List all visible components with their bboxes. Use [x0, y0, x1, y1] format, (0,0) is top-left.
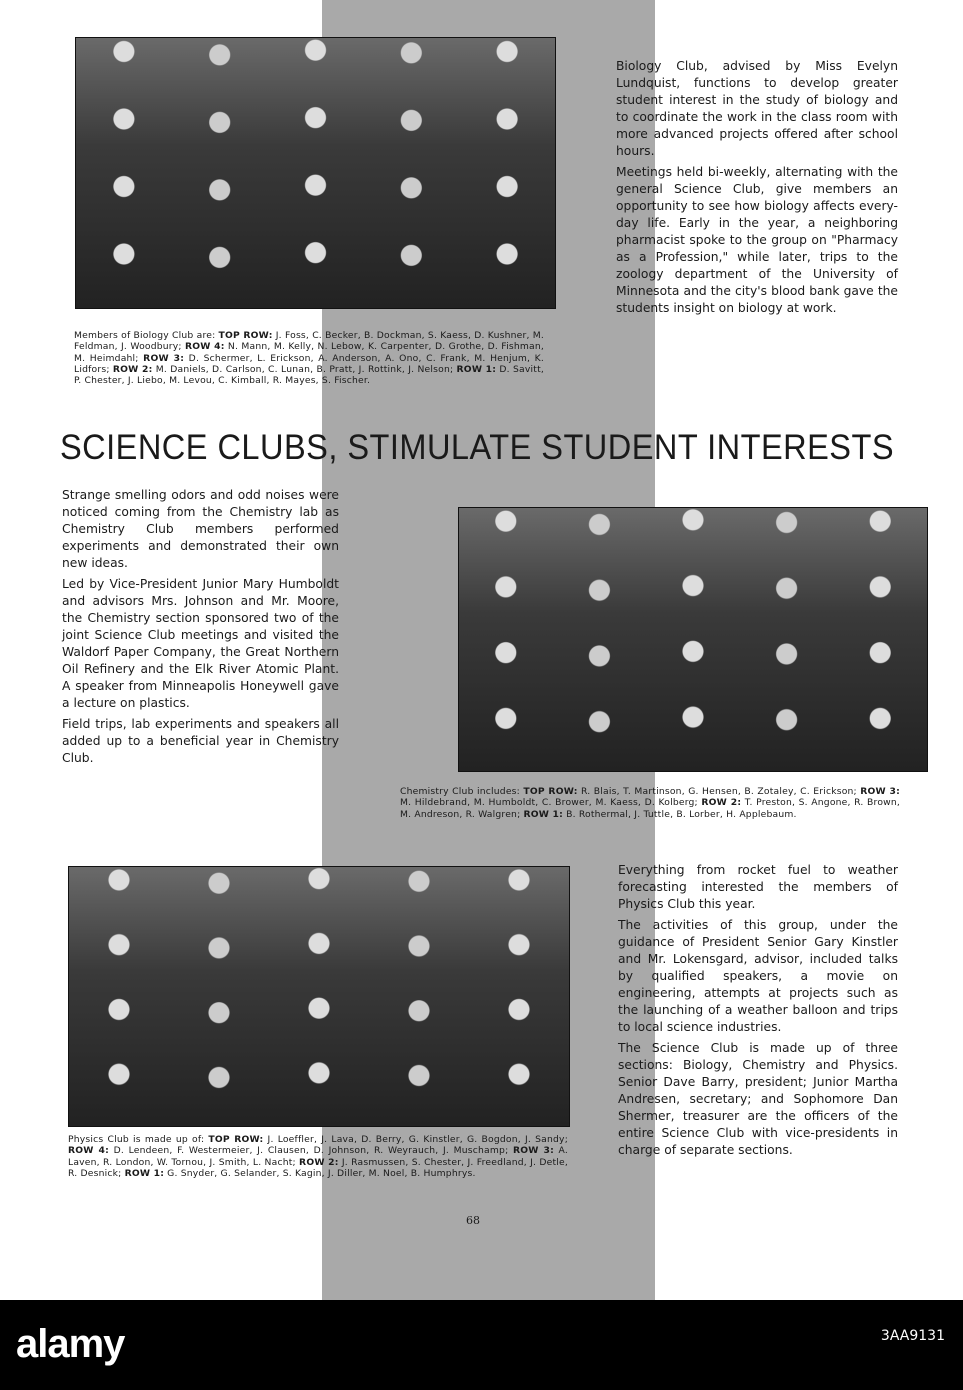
page-title: SCIENCE CLUBS, STIMULATE STUDENT INTERESTS — [60, 428, 895, 467]
row-label: ROW 3: — [143, 352, 185, 364]
paragraph: Strange smelling odors and odd noises were noticed coming from the Chemistry lab as Chemistry Club members performed experiments and demonstrated their own new ideas. — [62, 488, 339, 570]
row-label: TOP ROW: — [208, 1134, 264, 1145]
page-number: 68 — [466, 1214, 480, 1227]
alamy-logo: alamy — [16, 1322, 125, 1366]
paragraph: Led by Vice-President Junior Mary Humboldt and advisors Mrs. Johnson and Mr. Moore, the Chemistry section sponsored two of the joint Science Club meetings and visited the Waldorf Paper Company, the Great Northern Oil Refinery and the Elk River Atomic Plant. A speaker from Minneapolis Honeywell gave a lecture on plastics. — [62, 577, 339, 710]
names-list: A. Laven, R. London, W. Tornou, J. Smith, L. Nacht; — [68, 1145, 568, 1168]
names-list: M. Hildebrand, M. Humboldt, C. Brower, M. Kaess, D. Kolberg; — [400, 797, 702, 809]
paragraph: Everything from rocket fuel to weather forecasting interested the members of Physics Club this year. — [618, 863, 898, 911]
chemistry-caption — [400, 786, 900, 820]
paragraph: The Science Club is made up of three sections: Biology, Chemistry and Physics. Senior Dave Barry, president; Junior Martha Andresen, secretary; and Sophomore Dan Shermer, treasurer are the officers of the entire Science Club with vice-presidents in charge of separate sections. — [618, 1041, 898, 1157]
names-list: J. Rasmussen, S. Chester, J. Freedland, J. Detle, R. Desnick; — [68, 1156, 569, 1179]
row-label: ROW 1: — [523, 808, 563, 820]
names-list: J. Loeffler, J. Lava, D. Berry, G. Kinstler, G. Bogdon, J. Sandy; — [263, 1134, 568, 1145]
row-label: ROW 2: — [112, 363, 153, 375]
names-list: D. Schermer, L. Erickson, A. Anderson, A. Ono, C. Frank, M. Henjum, K. Lidfors; — [74, 352, 545, 375]
row-label: ROW 3: — [860, 786, 900, 797]
biology-text — [616, 58, 898, 321]
names-list: T. Preston, S. Angone, R. Brown, M. Andreson, R. Walgren; — [400, 797, 901, 820]
row-label: ROW 2: — [701, 797, 742, 809]
physics-club-photo — [68, 866, 570, 1127]
names-list: Members of Biology Club are: — [74, 330, 219, 341]
names-list: D. Savitt, P. Chester, J. Liebo, M. Levou, C. Kimball, R. Mayes, S. Fischer. — [74, 363, 544, 387]
row-label: ROW 3: — [512, 1145, 554, 1157]
names-list: D. Lendeen, F. Westermeier, J. Clausen, D. Johnson, R. Weyrauch, J. Muschamp; — [108, 1145, 513, 1157]
photo-placeholder — [69, 867, 569, 1126]
row-label: TOP ROW: — [523, 786, 578, 797]
row-label: ROW 4: — [185, 341, 225, 353]
row-label: ROW 1: — [456, 363, 497, 375]
biology-club-photo — [75, 37, 556, 309]
names-list: R. Blais, T. Martinson, G. Hensen, B. Zotaley, C. Erickson; — [577, 786, 861, 797]
names-list: G. Snyder, G. Selander, S. Kagin, J. Diller, M. Noel, B. Humphrys. — [164, 1167, 476, 1179]
physics-text — [618, 862, 898, 1163]
paragraph: Field trips, lab experiments and speakers all added up to a beneficial year in Chemistry Club. — [62, 717, 339, 765]
chemistry-club-photo — [458, 507, 928, 772]
paragraph: Biology Club, advised by Miss Evelyn Lundquist, functions to develop greater student interest in the study of biology and to coordinate the work in the class room with more advanced projects offered after school hours. — [616, 59, 898, 158]
names-list: J. Foss, C. Becker, B. Dockman, S. Kaess, D. Kushner, M. Feldman, J. Woodbury; — [74, 330, 544, 353]
watermark-footer — [0, 1300, 963, 1390]
row-label: ROW 2: — [299, 1156, 339, 1168]
image-id: 3AA9131 — [880, 1328, 945, 1344]
chemistry-text — [62, 487, 339, 771]
photo-placeholder — [459, 508, 927, 771]
paragraph: Meetings held bi-weekly, alternating with the general Science Club, give members an opportunity to see how biology affects every-day life. Early in the year, a neighboring pharmacist spoke to the group on "Pharmacy as a Profession," while later, trips to the zoology department of the University of Minnesota and the city's blood bank gave the students insight on biology at work. — [616, 165, 898, 315]
biology-caption — [74, 330, 544, 386]
names-list: Chemistry Club includes: — [400, 786, 524, 797]
paragraph: The activities of this group, under the guidance of President Senior Gary Kinstler and Mr. Lokensgard, advisor, included talks by qualified speakers, a movie on engineering, attempts at projects such as the launching of a weather balloon and trips to local science industries. — [618, 918, 898, 1034]
names-list: B. Rothermal, J. Tuttle, B. Lorber, H. Applebaum. — [562, 808, 797, 820]
physics-caption — [68, 1134, 568, 1179]
row-label: TOP ROW: — [218, 330, 273, 341]
row-label: ROW 1: — [124, 1167, 165, 1179]
photo-placeholder — [76, 38, 555, 308]
names-list: M. Daniels, D. Carlson, C. Lunan, B. Pratt, J. Rottink, J. Nelson; — [152, 363, 457, 375]
row-label: ROW 4: — [68, 1145, 109, 1157]
names-list: Physics Club is made up of: — [68, 1134, 209, 1145]
names-list: N. Mann, M. Kelly, N. Lebow, K. Carpenter, D. Grothe, D. Fishman, M. Heimdahl; — [74, 341, 544, 364]
